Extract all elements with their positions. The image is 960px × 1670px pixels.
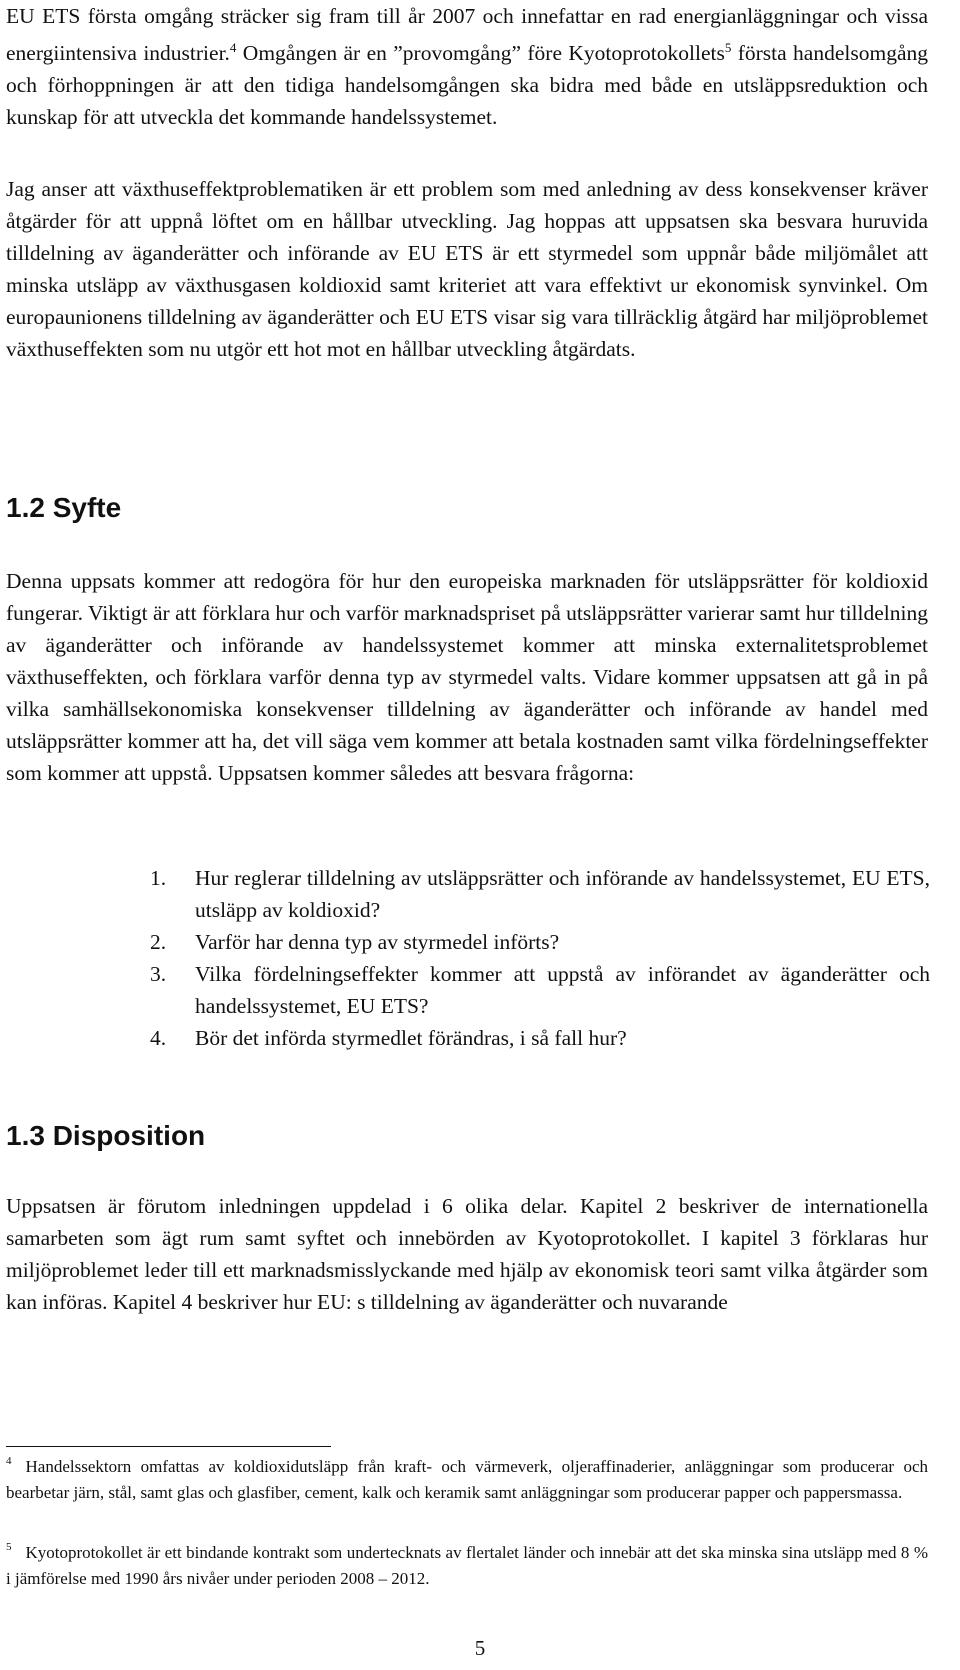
paragraph-text: EU ETS första omgång sträcker sig fram till år 2007 och innefattar en rad energianläggningar och vissa energiintensiva industrier.	[6, 4, 928, 66]
list-item	[150, 862, 930, 926]
footnote-divider	[6, 1446, 331, 1447]
footnote-number: 4	[6, 1455, 12, 1467]
list-number: 2.	[150, 930, 167, 954]
heading-syfte: 1.2 Syfte	[6, 492, 122, 523]
list-number: 4.	[150, 1026, 167, 1050]
list-item-text: Hur reglerar tilldelning av utsläppsrätter och införande av handelssystemet, EU ETS, utsläpp av koldioxid?	[195, 866, 930, 922]
footnote-5	[6, 1540, 928, 1592]
paragraph-intro	[6, 0, 928, 133]
list-item-text: Vilka fördelningseffekter kommer att uppstå av införandet av äganderätter och handelssystemet, EU ETS?	[195, 962, 930, 1018]
paragraph-disposition: Uppsatsen är förutom inledningen uppdelad i 6 olika delar. Kapitel 2 beskriver de internationella samarbeten som ägt rum samt syftet och innebörden av Kyotoprotokollet. I kapitel 3 förklaras hur miljöproblemet leder till ett marknadsmisslyckande med hjälp av ekonomisk teori samt vilka åtgärder som kan införas. Kapitel 4 beskriver hur EU: s tilldelning av äganderätter och nuvarande	[6, 1194, 928, 1314]
footnote-number: 5	[6, 1541, 12, 1553]
footnote-ref-4[interactable]: 4	[229, 40, 237, 55]
page-number: 5	[474, 1636, 486, 1660]
list-number: 3.	[150, 962, 167, 986]
paragraph-text: Omgången är en ”provomgång” före Kyotoprotokollets	[236, 41, 725, 66]
paragraph-text: första handelsomgång och förhoppningen är att den tidiga handelsomgången ska bidra med både en utsläppsreduktion och kunskap för att utveckla det kommande handelssystemet.	[6, 41, 928, 130]
heading-disposition: 1.3 Disposition	[6, 1120, 206, 1151]
list-item-text: Varför har denna typ av styrmedel införts?	[195, 930, 560, 954]
list-item	[150, 958, 930, 1022]
list-item-text: Bör det införda styrmedlet förändras, i så fall hur?	[195, 1026, 627, 1050]
footnote-ref-5[interactable]: 5	[724, 40, 732, 55]
paragraph-opinion: Jag anser att växthuseffektproblematiken är ett problem som med anledning av dess konsekvenser kräver åtgärder för att uppnå löftet om en hållbar utveckling. Jag hoppas att uppsatsen ska besvara huruvida tilldelning av äganderätter och införande av EU ETS är ett styrmedel som uppnår både miljömålet att minska utsläpp av växthusgasen koldioxid samt kriteriet att vara effektivt ur ekonomisk synvinkel. Om europaunionens tilldelning av äganderätter och EU ETS visar sig vara tillräcklig åtgärd har miljöproblemet växthuseffekten som nu utgör ett hot mot en hållbar utveckling åtgärdats.	[6, 177, 928, 361]
list-item	[150, 1022, 930, 1054]
list-item	[150, 926, 930, 958]
paragraph-syfte: Denna uppsats kommer att redogöra för hur den europeiska marknaden för utsläppsrätter för koldioxid fungerar. Viktigt är att förklara hur och varför marknadspriset på utsläppsrätter varierar samt hur tilldelning av äganderätter och införande av handelssystemet kommer att minska externalitetsproblemet växthuseffekten, och förklara varför denna typ av styrmedel valts. Vidare kommer uppsatsen att gå in på vilka samhällsekonomiska konsekvenser tilldelning av äganderätter och införande av handel med utsläppsrätter kommer att ha, det vill säga vem kommer att betala kostnaden samt vilka fördelningseffekter som kommer att uppstå. Uppsatsen kommer således att besvara frågorna:	[6, 569, 928, 785]
question-list	[150, 862, 930, 1054]
footnote-text: Handelssektorn omfattas av koldioxidutsläpp från kraft- och värmeverk, oljeraffinaderier, anläggningar som producerar och bearbetar järn, stål, samt glas och glasfiber, cement, kalk och keramik samt anläggningar som producerar papper och pappersmassa.	[6, 1457, 928, 1502]
footnote-4	[6, 1454, 928, 1506]
list-number: 1.	[150, 866, 167, 890]
footnote-text: Kyotoprotokollet är ett bindande kontrakt som undertecknats av flertalet länder och innebär att det ska minska sina utsläpp med 8 % i jämförelse med 1990 års nivåer under perioden 2008 – 2012.	[6, 1543, 928, 1588]
